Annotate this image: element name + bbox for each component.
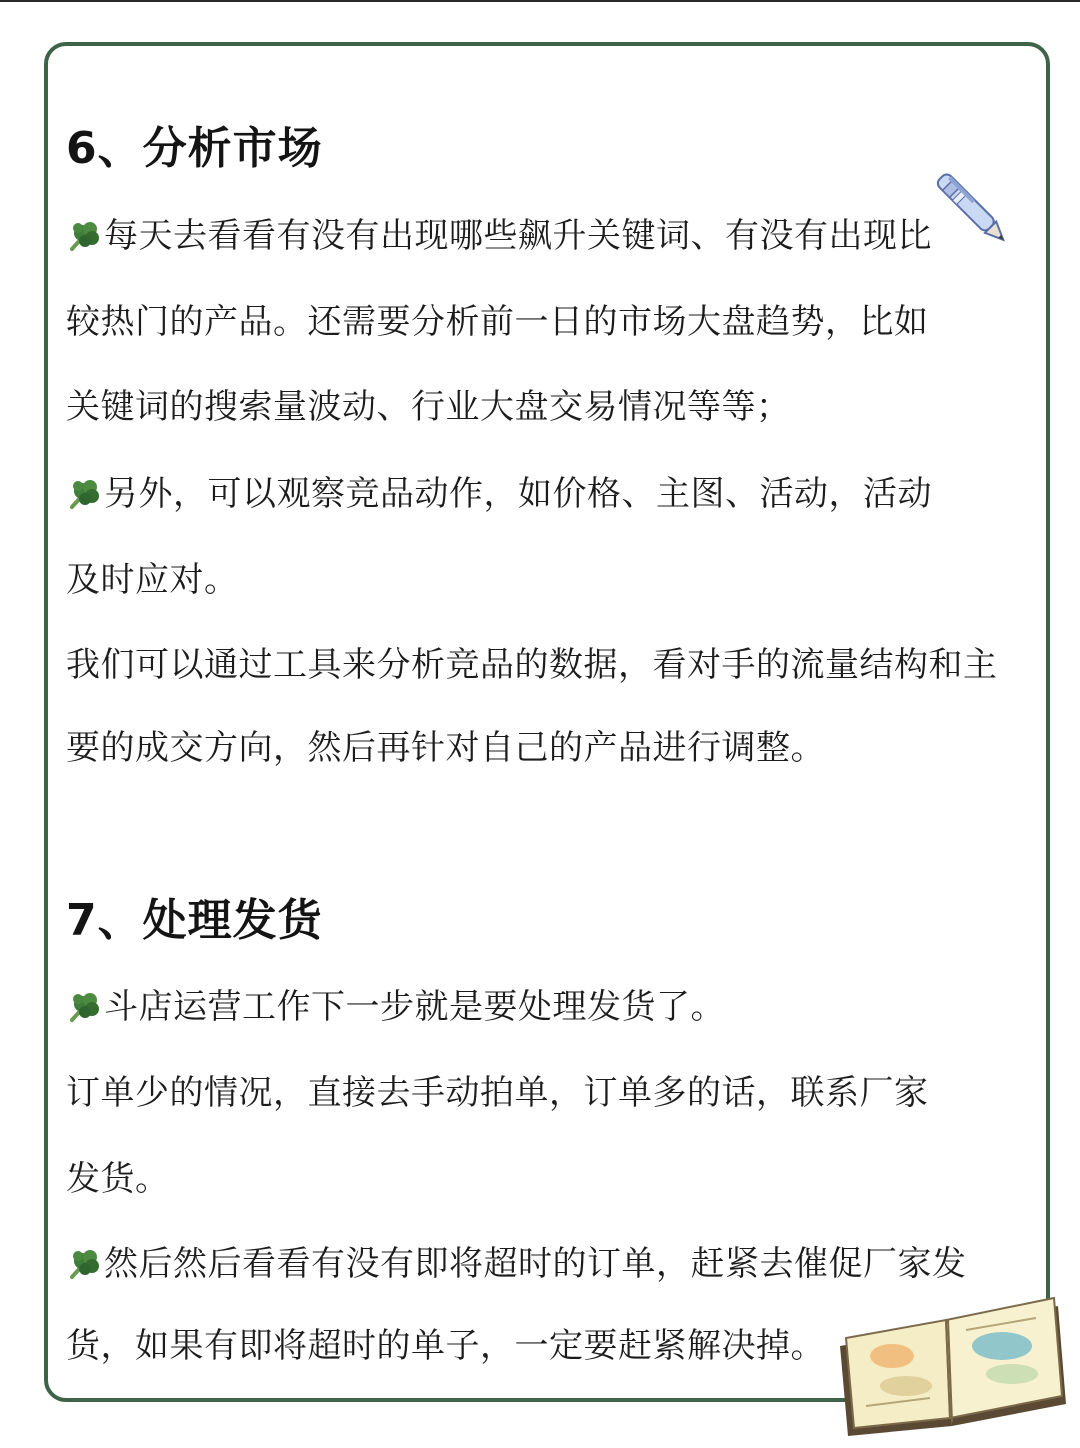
text-line [66, 985, 725, 1029]
text-line-content: 另外，可以观察竞品动作，如价格、主图、活动，活动 [104, 474, 932, 514]
text-line: 关键词的搜索量波动、行业大盘交易情况等等； [66, 387, 791, 427]
broccoli-icon [66, 477, 102, 511]
text-line [66, 1242, 967, 1286]
pen-icon [930, 168, 1020, 258]
text-line: 发货。 [66, 1159, 170, 1199]
text-line: 较热门的产品。还需要分析前一日的市场大盘趋势，比如 [66, 302, 929, 342]
text-line-content: 斗店运营工作下一步就是要处理发货了。 [104, 987, 725, 1027]
top-divider [0, 0, 1080, 2]
text-line [66, 472, 932, 516]
text-line: 及时应对。 [66, 560, 239, 600]
broccoli-icon [66, 990, 102, 1024]
broccoli-icon [66, 219, 102, 253]
text-line [66, 214, 932, 258]
text-line-content: 每天去看看有没有出现哪些飙升关键词、有没有出现比 [104, 216, 932, 256]
section-title-6: 6、分析市场 [66, 123, 323, 174]
open-book-icon [826, 1286, 1080, 1436]
text-line: 要的成交方向，然后再针对自己的产品进行调整。 [66, 728, 825, 768]
text-line-content: 然后然后看看有没有即将超时的订单，赶紧去催促厂家发 [104, 1244, 967, 1284]
text-line: 我们可以通过工具来分析竞品的数据，看对手的流量结构和主 [66, 645, 998, 685]
broccoli-icon [66, 1247, 102, 1281]
text-line: 货，如果有即将超时的单子，一定要赶紧解决掉。 [66, 1326, 825, 1366]
text-line: 订单少的情况，直接去手动拍单，订单多的话，联系厂家 [66, 1073, 929, 1113]
section-title-7: 7、处理发货 [66, 895, 323, 946]
